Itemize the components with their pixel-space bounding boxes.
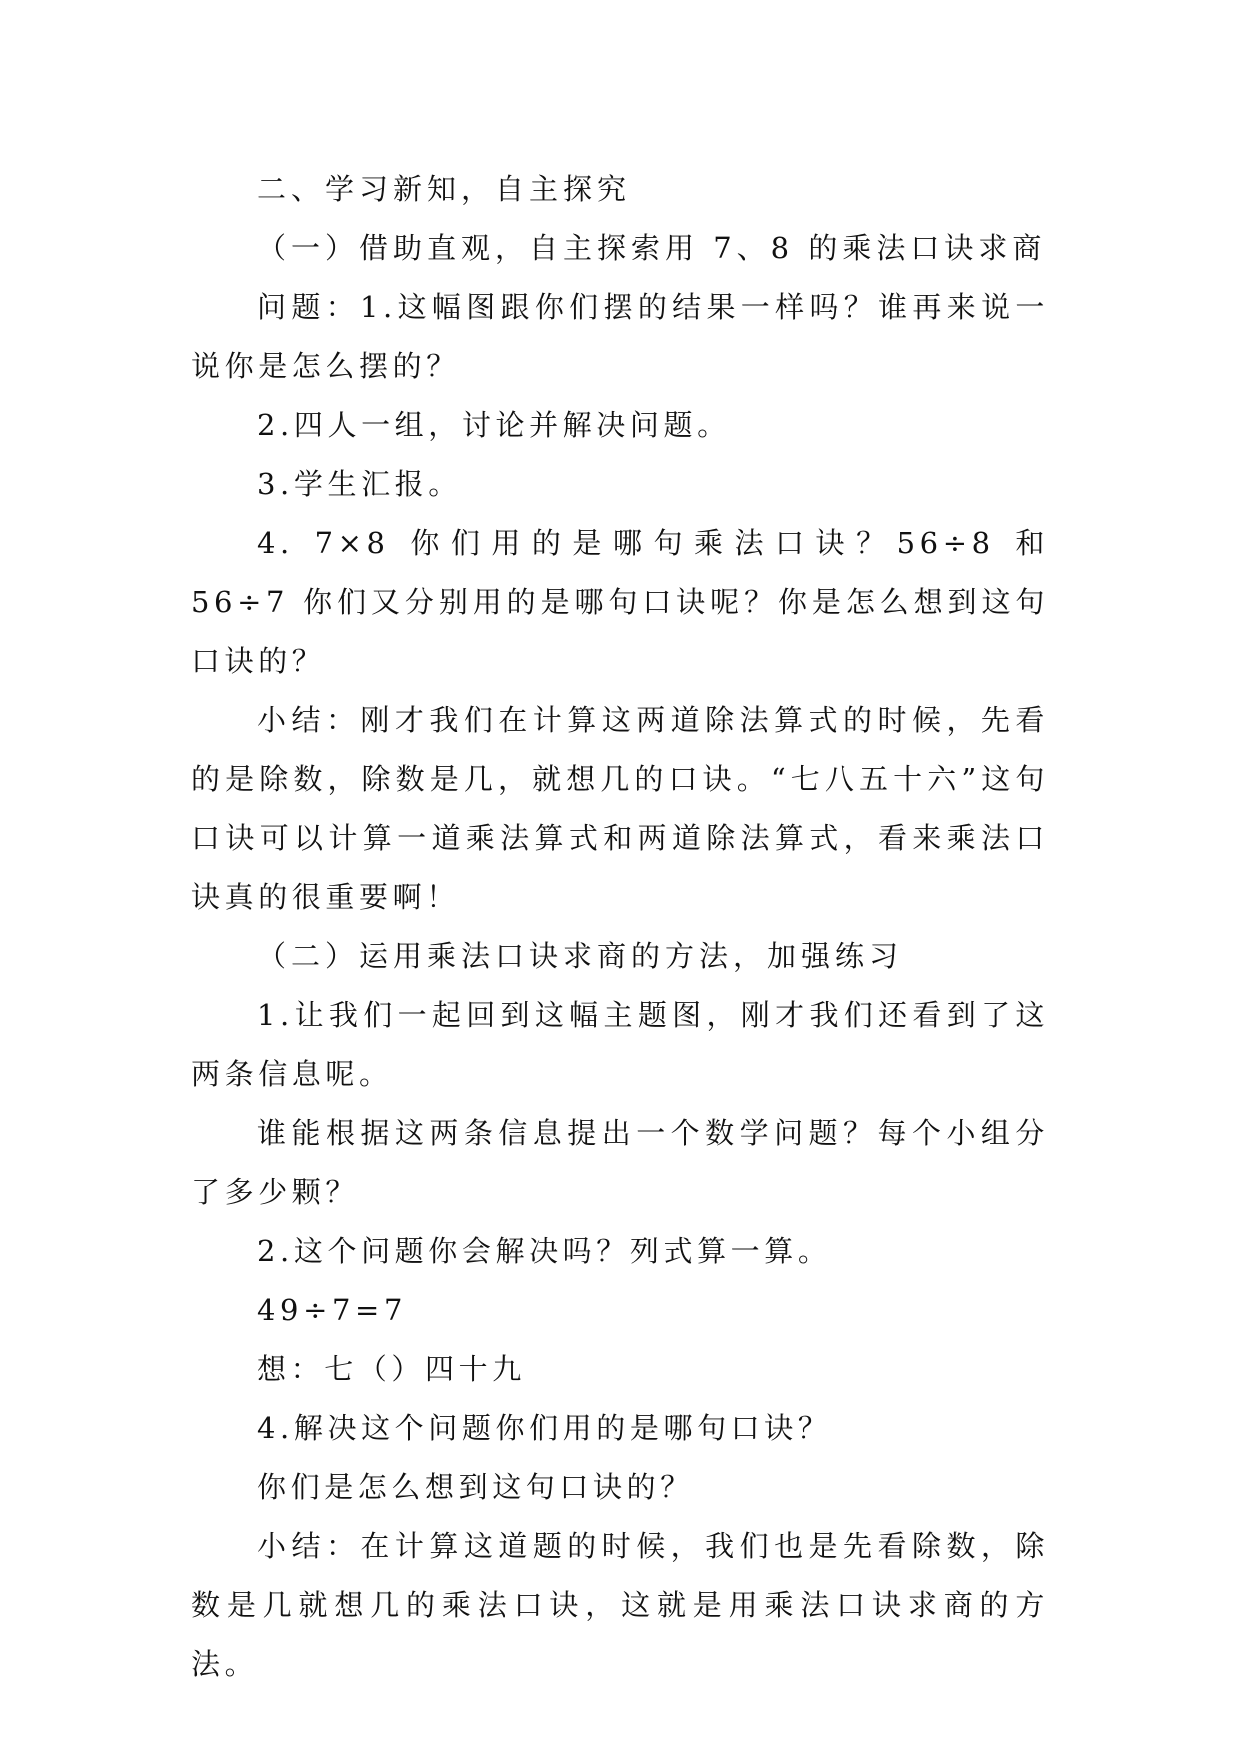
paragraph-summary-2: 小结：在计算这道题的时候，我们也是先看除数，除数是几就想几的乘法口诀，这就是用乘法口诀求商的方法。 <box>191 1529 1049 1681</box>
paragraph-equation: 49÷7=7 <box>257 1293 408 1327</box>
paragraph-step-2: 2.四人一组，讨论并解决问题。 <box>257 408 731 442</box>
paragraph-practice-4-followup: 你们是怎么想到这句口诀的？ <box>257 1470 694 1504</box>
paragraph-practice-2: 2.这个问题你会解决吗？列式算一算。 <box>257 1234 832 1268</box>
paragraph-step-4: 4. 7×8 你们用的是哪句乘法口诀？56÷8 和 56÷7 你们又分别用的是哪句口诀呢？你是怎么想到这句口诀的？ <box>191 526 1049 678</box>
paragraph-practice-1: 1.让我们一起回到这幅主题图，刚才我们还看到了这两条信息呢。 <box>191 998 1049 1091</box>
paragraph-practice-question: 谁能根据这两条信息提出一个数学问题？每个小组分了多少颗？ <box>191 1116 1049 1209</box>
paragraph-question-1: 问题：1.这幅图跟你们摆的结果一样吗？谁再来说一说你是怎么摆的？ <box>191 290 1049 383</box>
paragraph-practice-4: 4.解决这个问题你们用的是哪句口诀？ <box>257 1411 832 1445</box>
subsection-heading-2: （二）运用乘法口诀求商的方法，加强练习 <box>257 939 904 973</box>
paragraph-summary-1: 小结：刚才我们在计算这两道除法算式的时候，先看的是除数，除数是几，就想几的口诀。“七八五十六”这句口诀可以计算一道乘法算式和两道除法算式，看来乘法口诀真的很重要啊！ <box>191 703 1049 914</box>
document-body <box>191 160 1049 1694</box>
paragraph-step-3: 3.学生汇报。 <box>257 467 462 501</box>
paragraph-think: 想：七（）四十九 <box>257 1352 526 1386</box>
section-heading-learn-new: 二、学习新知，自主探究 <box>257 172 632 206</box>
subsection-heading-1: （一）借助直观，自主探索用 7、8 的乘法口诀求商 <box>257 231 1047 265</box>
